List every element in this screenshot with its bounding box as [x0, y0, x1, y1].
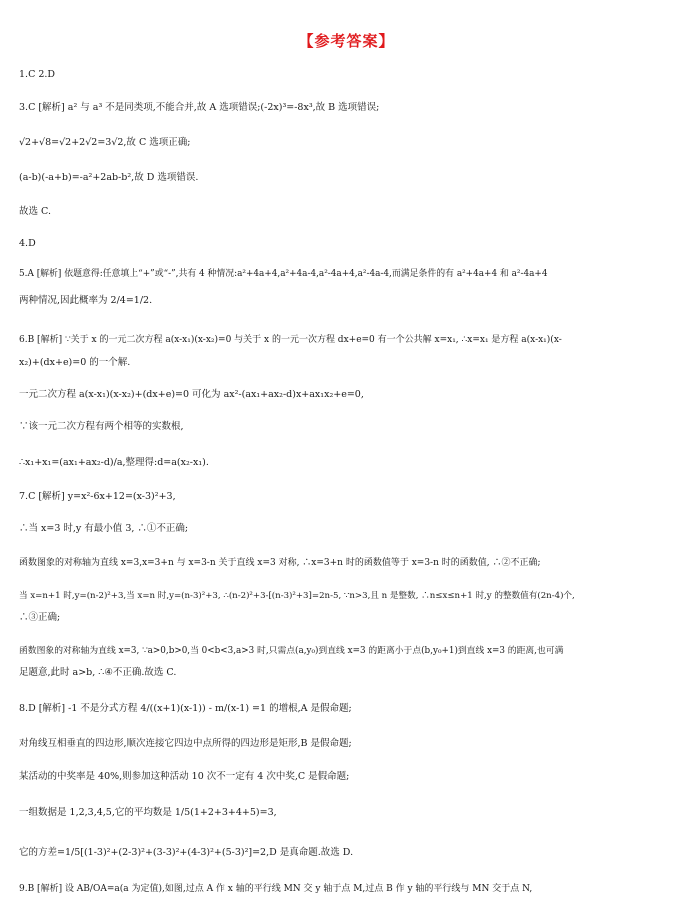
answer-line-6e: ∴x₁+x₁=(ax₁+ax₂-d)/a,整理得:d=a(x₂-x₁). — [19, 457, 209, 468]
answer-line-7: 7.C [解析] y=x²-6x+12=(x-3)²+3, — [19, 491, 176, 502]
answer-line-8e: 它的方差=1/5[(1-3)²+(2-3)²+(3-3)²+(4-3)²+(5-3)²]=2,D 是真命题.故选 D. — [19, 847, 354, 858]
answer-line-8c: 某活动的中奖率是 40%,则参加这种活动 10 次不一定有 4 次中奖,C 是假命题; — [19, 771, 350, 782]
answer-line-1: 1.C 2.D — [19, 69, 56, 80]
answer-line-4: 4.D — [19, 238, 36, 249]
answer-line-5: 5.A [解析] 依题意得:任意填上“+”或“-”,共有 4 种情况:a²+4a+4,a²+4a-4,a²-4a+4,a²-4a-4,而满足条件的有 a²+4a+4 和 a²-4a+4 — [19, 269, 548, 279]
answer-line-8: 8.D [解析] -1 不是分式方程 4/((x+1)(x-1)) - m/(x-1) =1 的增根,A 是假命题; — [19, 703, 352, 714]
answer-line-8b: 对角线互相垂直的四边形,顺次连接它四边中点所得的四边形是矩形,B 是假命题; — [19, 738, 352, 749]
answer-line-7b: ∴当 x=3 时,y 有最小值 3, ∴①不正确; — [19, 523, 189, 534]
answer-line-7d: 当 x=n+1 时,y=(n-2)²+3,当 x=n 时,y=(n-3)²+3, ∴(n-2)²+3-[(n-3)²+3]=2n-5, ∵n>3,且 n 是整数, ∴n≤x≤n+1 时,y 的整数值有(2n-4)个, — [19, 591, 575, 601]
answer-line-7e: ∴③正确; — [19, 612, 61, 623]
answer-line-3d: 故选 C. — [19, 206, 51, 217]
answer-line-6: 6.B [解析] ∵关于 x 的一元二次方程 a(x-x₁)(x-x₂)=0 与关于 x 的一元一次方程 dx+e=0 有一个公共解 x=x₁, ∴x=x₁ 是方程 a(x-x₁)(x- — [19, 335, 562, 345]
answer-line-3: 3.C [解析] a² 与 a³ 不是同类项,不能合并,故 A 选项错误;(-2x)³=-8x³,故 B 选项错误; — [19, 102, 380, 113]
answer-line-6c: 一元二次方程 a(x-x₁)(x-x₂)+(dx+e)=0 可化为 ax²-(ax₁+ax₂-d)x+ax₁x₂+e=0, — [19, 389, 364, 400]
answer-line-3c: (a-b)(-a+b)=-a²+2ab-b²,故 D 选项错误. — [19, 172, 199, 183]
answer-line-3b: √2+√8=√2+2√2=3√2,故 C 选项正确; — [19, 137, 191, 148]
answer-line-6d: ∵该一元二次方程有两个相等的实数根, — [19, 421, 184, 432]
answer-line-9: 9.B [解析] 设 AB/OA=a(a 为定值),如图,过点 A 作 x 轴的平行线 MN 交 y 轴于点 M,过点 B 作 y 轴的平行线与 MN 交于点 N, — [19, 884, 533, 894]
answer-line-8d: 一组数据是 1,2,3,4,5,它的平均数是 1/5(1+2+3+4+5)=3, — [19, 807, 277, 818]
answer-line-7f: 函数图象的对称轴为直线 x=3, ∵a>0,b>0,当 0<b<3,a>3 时,只需点(a,y₀)到直线 x=3 的距离小于点(b,y₀+1)到直线 x=3 的距离,也可满 — [19, 646, 564, 656]
answer-line-7c: 函数图象的对称轴为直线 x=3,x=3+n 与 x=3-n 关于直线 x=3 对称, ∴x=3+n 时的函数值等于 x=3-n 时的函数值, ∴②不正确; — [19, 558, 541, 568]
answer-line-6b: x₂)+(dx+e)=0 的一个解. — [19, 357, 131, 368]
answer-line-5b: 两种情况,因此概率为 2/4=1/2. — [19, 295, 153, 306]
answer-line-7g: 足题意,此时 a>b, ∴④不正确.故选 C. — [19, 667, 177, 678]
page-title: 【参考答案】 — [298, 32, 395, 50]
